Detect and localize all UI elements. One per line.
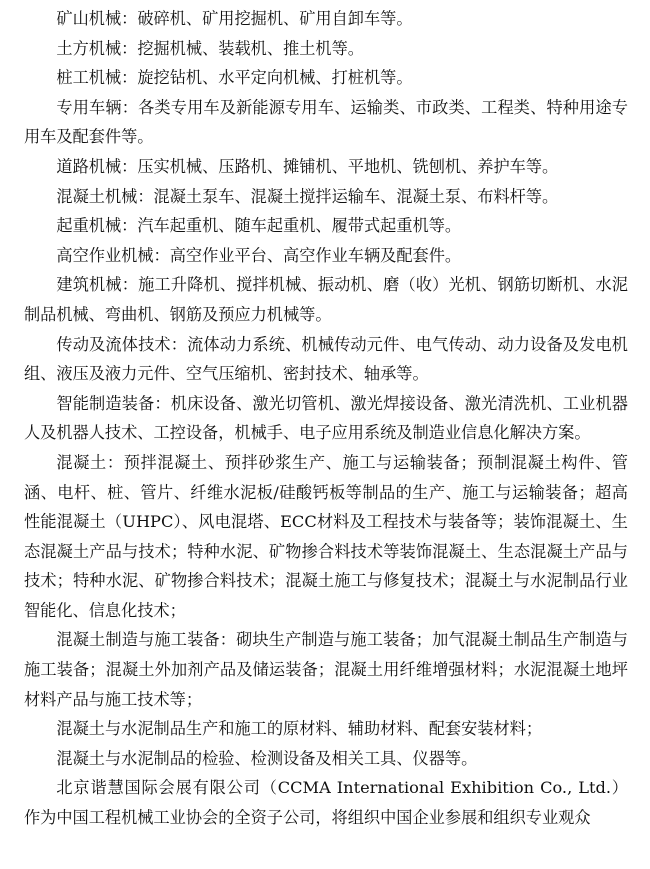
paragraph-road-machinery: 道路机械：压实机械、压路机、摊铺机、平地机、铣刨机、养护车等。 xyxy=(56,156,559,176)
paragraph-special-vehicles: 专用车辆：各类专用车及新能源专用车、运输类、市政类、工程类、特种用途专用车及配套件等。 xyxy=(24,97,628,147)
paragraph-earthmoving-machinery: 土方机械：挖掘机械、装载机、推土机等。 xyxy=(56,38,364,58)
paragraph-concrete-manufacturing-equipment: 混凝土制造与施工装备：砌块生产制造与施工装备；加气混凝土制品生产制造与施工装备；混凝土外加剂产品及储运装备；混凝土用纤维增强材料；水泥混凝土地坪材料产品与施工技术等； xyxy=(24,630,628,709)
paragraph-lifting-machinery: 起重机械：汽车起重机、随车起重机、履带式起重机等。 xyxy=(56,216,462,236)
paragraph-aerial-work-machinery: 高空作业机械：高空作业平台、高空作业车辆及配套件。 xyxy=(56,245,462,265)
paragraph-raw-materials: 混凝土与水泥制品生产和施工的原材料、辅助材料、配套安装材料； xyxy=(56,719,543,739)
paragraph-testing-equipment: 混凝土与水泥制品的检验、检测设备及相关工具、仪器等。 xyxy=(56,748,478,768)
paragraph-mining-machinery: 矿山机械：破碎机、矿用挖掘机、矿用自卸车等。 xyxy=(56,9,413,28)
paragraph-organizer-info: 北京谐慧国际会展有限公司（CCMA International Exhibition Co., Ltd.）作为中国工程机械工业协会的全资子公司，将组织中国企业参展和组织专业观众 xyxy=(24,778,628,828)
paragraph-transmission-fluid-tech: 传动及流体技术：流体动力系统、机械传动元件、电气传动、动力设备及发电机组、液压及液力元件、空气压缩机、密封技术、轴承等。 xyxy=(24,334,628,384)
paragraph-intelligent-manufacturing: 智能制造装备：机床设备、激光切管机、激光焊接设备、激光清洗机、工业机器人及机器人技术、工控设备，机械手、电子应用系统及制造业信息化解决方案。 xyxy=(24,393,628,443)
paragraph-concrete-machinery: 混凝土机械：混凝土泵车、混凝土搅拌运输车、混凝土泵、布料杆等。 xyxy=(56,186,559,206)
paragraph-construction-machinery: 建筑机械：施工升降机、搅拌机械、振动机、磨（收）光机、钢筋切断机、水泥制品机械、弯曲机、钢筋及预应力机械等。 xyxy=(24,275,628,324)
paragraph-piling-machinery: 桩工机械：旋挖钻机、水平定向机械、打桩机等。 xyxy=(56,68,413,88)
paragraph-concrete: 混凝土：预拌混凝土、预拌砂浆生产、施工与运输装备；预制混凝土构件、管涵、电杆、桩、管片、纤维水泥板/硅酸钙板等制品的生产、施工与运输装备；超高性能混凝土（UHPC）、风电混塔、ECC材料及工程技术与装备等；装饰混凝土、生态混凝土产品与技术；特种水泥、矿物掺合料技术等装饰混凝土、生态混凝土产品与技术；特种水泥、矿物掺合料技术；混凝土施工与修复技术；混凝土与水泥制品行业智能化、信息化技术； xyxy=(24,452,628,620)
